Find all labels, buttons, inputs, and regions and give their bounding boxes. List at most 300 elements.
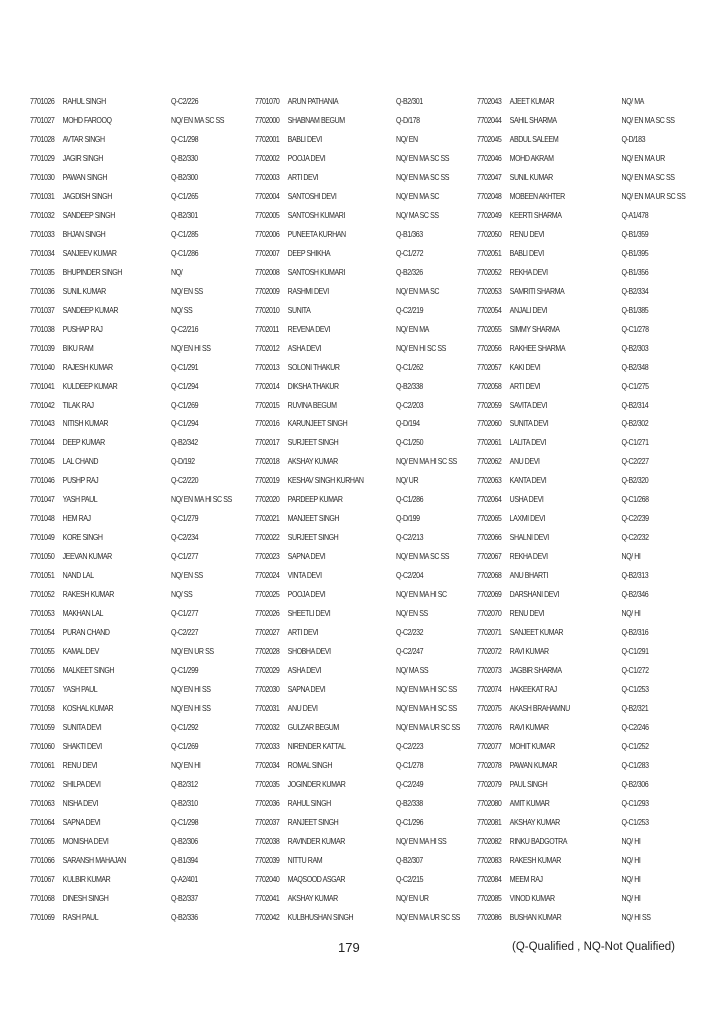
result-status: Q-B2/301 [171,210,198,220]
candidate-name: KESHAV SINGH KURHAN [287,476,364,486]
result-row [477,510,675,529]
candidate-name: DINESH SINGH [62,893,109,903]
result-row [477,586,675,605]
result-row [30,207,228,226]
candidate-name: SAPNA DEVI [287,685,326,695]
candidate-name: RAVI KUMAR [509,722,549,732]
result-status: Q-B2/320 [621,476,649,486]
result-row [255,662,453,681]
candidate-name: PUSHP RAJ [62,476,99,486]
result-row [255,245,453,264]
result-status: Q-C2/216 [171,324,199,334]
candidate-name: DEEP KUMAR [62,438,105,448]
result-row [255,434,453,453]
roll-number: 7702014 [255,381,280,391]
result-status: Q-C1/298 [171,817,199,827]
candidate-name: ASHA DEVI [287,666,321,676]
roll-number: 7701033 [30,229,55,239]
result-row [30,624,228,643]
result-row [477,681,675,700]
result-status: Q-C1/275 [621,381,649,391]
candidate-name: ARTI DEVI [287,172,319,182]
result-row [477,738,675,757]
candidate-name: SAPNA DEVI [62,817,101,827]
result-row [477,207,675,226]
candidate-name: RAKESH KUMAR [509,855,561,865]
result-status: NQ/ HI [621,893,641,903]
result-row [477,226,675,245]
candidate-name: KULDEEP KUMAR [62,381,118,391]
result-status: Q-B1/385 [621,305,649,315]
result-row [30,415,228,434]
result-status: Q-C1/272 [621,666,649,676]
roll-number: 7702058 [477,381,502,391]
candidate-name: SUNIL KUMAR [62,286,106,296]
result-row [30,453,228,472]
result-status: Q-C1/272 [396,248,424,258]
result-status: Q-C1/269 [171,741,199,751]
result-status: NQ/ EN MA SC SS [621,172,675,182]
roll-number: 7701059 [30,722,55,732]
candidate-name: LALITA DEVI [509,438,546,448]
result-status: Q-B1/356 [621,267,649,277]
result-status: Q-B2/302 [621,419,649,429]
result-status: Q-C2/203 [396,400,424,410]
result-status: Q-C1/294 [171,381,199,391]
roll-number: 7702019 [255,476,280,486]
result-row [30,150,228,169]
result-status: NQ/ EN MA HI SC [396,590,447,600]
candidate-name: HAKEEKAT RAJ [509,685,557,695]
candidate-name: RUVINA BEGUM [287,400,337,410]
roll-number: 7702050 [477,229,502,239]
result-row [30,605,228,624]
result-row [30,681,228,700]
results-column-3 [477,93,707,928]
result-row [477,643,675,662]
roll-number: 7702006 [255,229,280,239]
candidate-name: AVTAR SINGH [62,134,105,144]
candidate-name: SANTOSHI DEVI [287,191,337,201]
result-row [255,833,453,852]
roll-number: 7701049 [30,533,55,543]
result-row [477,757,675,776]
roll-number: 7701043 [30,419,55,429]
result-row [255,738,453,757]
roll-number: 7701047 [30,495,55,505]
candidate-name: SHALNI DEVI [509,533,549,543]
roll-number: 7701034 [30,248,55,258]
roll-number: 7702053 [477,286,502,296]
roll-number: 7701065 [30,836,55,846]
result-status: Q-C1/286 [396,495,424,505]
candidate-name: RENU DEVI [509,609,545,619]
result-row [255,378,453,397]
candidate-name: PUSHAP RAJ [62,324,103,334]
roll-number: 7701062 [30,779,55,789]
roll-number: 7702046 [477,153,502,163]
result-status: NQ/ EN UR [396,893,429,903]
roll-number: 7702003 [255,172,280,182]
result-status: NQ/ EN [396,134,418,144]
candidate-name: SANJEEV KUMAR [62,248,117,258]
result-row [30,757,228,776]
candidate-name: SAHIL SHARMA [509,115,557,125]
result-row [30,283,228,302]
candidate-name: RAVI KUMAR [509,647,549,657]
roll-number: 7701054 [30,628,55,638]
result-status: Q-C2/232 [621,533,649,543]
result-row [30,93,228,112]
result-row [30,700,228,719]
roll-number: 7701042 [30,400,55,410]
roll-number: 7702074 [477,685,502,695]
candidate-name: MONISHA DEVI [62,836,109,846]
result-status: NQ/ MA SS [396,666,429,676]
candidate-name: AKSHAY KUMAR [287,893,338,903]
candidate-name: SARANSH MAHAJAN [62,855,126,865]
candidate-name: JEEVAN KUMAR [62,552,112,562]
roll-number: 7702033 [255,741,280,751]
result-row [30,567,228,586]
result-status: NQ/ MA [621,97,644,106]
roll-number: 7702065 [477,514,502,524]
result-row [255,719,460,738]
result-status: Q-C1/299 [171,666,199,676]
roll-number: 7702021 [255,514,280,524]
candidate-name: KAMAL DEV [62,647,99,657]
roll-number: 7701029 [30,153,55,163]
candidate-name: MOHIT KUMAR [509,741,555,751]
roll-number: 7702036 [255,798,280,808]
result-row [255,529,453,548]
roll-number: 7702016 [255,419,280,429]
result-status: Q-C2/213 [396,533,424,543]
candidate-name: ARTI DEVI [509,381,541,391]
result-row [477,491,675,510]
result-status: Q-C2/234 [171,533,199,543]
candidate-name: PARDEEP KUMAR [287,495,343,505]
candidate-name: SURJEET SINGH [287,533,339,543]
roll-number: 7701060 [30,741,55,751]
result-row [30,245,228,264]
candidate-name: DARSHANI DEVI [509,590,559,600]
result-status: Q-C1/265 [171,191,199,201]
result-status: NQ/ [171,267,183,277]
result-row [255,567,453,586]
result-row [255,169,453,188]
result-status: NQ/ EN MA HI SC SS [396,457,457,467]
result-row [477,397,675,416]
candidate-name: SUNITA DEVI [509,419,549,429]
result-status: Q-B1/363 [396,229,423,239]
result-status: Q-A2/401 [171,874,198,884]
roll-number: 7702072 [477,647,502,657]
result-status: Q-C2/227 [171,628,199,638]
roll-number: 7702054 [477,305,502,315]
roll-number: 7702082 [477,836,502,846]
result-row [477,93,675,112]
result-row [255,491,453,510]
roll-number: 7701037 [30,305,55,315]
candidate-name: SIMMY SHARMA [509,324,560,334]
result-row [477,852,675,871]
roll-number: 7702073 [477,666,502,676]
candidate-name: GULZAR BEGUM [287,722,339,732]
candidate-name: KULBHUSHAN SINGH [287,912,354,922]
roll-number: 7702013 [255,362,280,372]
candidate-name: MANJEET SINGH [287,514,340,524]
result-status: Q-C1/268 [621,495,649,505]
result-status: NQ/ EN HI SS [171,343,211,353]
candidate-name: VINOD KUMAR [509,893,555,903]
result-status: Q-C2/220 [171,476,199,486]
candidate-name: MAQSOOD ASGAR [287,874,346,884]
roll-number: 7702040 [255,874,280,884]
candidate-name: NISHA DEVI [62,798,98,808]
candidate-name: ROMAL SINGH [287,760,332,770]
result-status: Q-B2/314 [621,400,649,410]
result-status: NQ/ EN MA SC [396,286,440,296]
roll-number: 7702055 [477,324,502,334]
roll-number: 7702057 [477,362,502,372]
result-row [477,814,675,833]
result-row [30,340,228,359]
roll-number: 7702035 [255,779,280,789]
result-row [255,776,453,795]
candidate-name: NIRENDER KATTAL [287,741,346,751]
candidate-name: RENU DEVI [62,760,98,770]
result-row [477,378,675,397]
roll-number: 7702048 [477,191,502,201]
result-status: Q-B2/334 [621,286,649,296]
roll-number: 7701045 [30,457,55,467]
result-status: Q-C1/298 [171,134,199,144]
result-status: Q-D/194 [396,419,420,429]
result-status: Q-B2/306 [171,836,198,846]
result-row [255,681,457,700]
roll-number: 7701056 [30,666,55,676]
result-row [477,662,675,681]
result-row [477,472,675,491]
candidate-name: SAMRITI SHARMA [509,286,565,296]
result-status: NQ/ SS [171,305,193,315]
roll-number: 7702011 [255,324,279,334]
candidate-name: SANJEET KUMAR [509,628,564,638]
roll-number: 7702042 [255,912,280,922]
candidate-name: MOHD FAROOQ [62,115,112,125]
candidate-name: DEEP SHIKHA [287,248,331,258]
result-status: Q-C1/285 [171,229,199,239]
result-status: Q-C1/294 [171,419,199,429]
result-row [255,207,453,226]
roll-number: 7702084 [477,874,502,884]
candidate-name: POOJA DEVI [287,153,326,163]
candidate-name: SUNITA [287,305,311,315]
candidate-name: ANU BHARTI [509,571,548,581]
roll-number: 7702022 [255,533,280,543]
roll-number: 7702028 [255,647,280,657]
result-status: NQ/ EN MA SC SS [171,115,225,125]
candidate-name: REVENA DEVI [287,324,330,334]
result-row [477,321,675,340]
result-row [255,624,453,643]
result-status: Q-C2/239 [621,514,649,524]
roll-number: 7702010 [255,305,280,315]
candidate-name: SANDEEP SINGH [62,210,115,220]
result-status: Q-B2/303 [621,343,649,353]
roll-number: 7702009 [255,286,280,296]
roll-number: 7702078 [477,760,502,770]
result-row [30,264,228,283]
result-row [30,188,228,207]
candidate-name: BIKU RAM [62,343,94,353]
candidate-name: PAWAN SINGH [62,172,107,182]
roll-number: 7702080 [477,798,502,808]
result-row [477,169,675,188]
result-row [255,700,457,719]
result-row [255,226,453,245]
roll-number: 7702037 [255,817,280,827]
roll-number: 7702000 [255,115,280,125]
result-status: NQ/ EN MA HI SC SS [396,685,457,695]
result-status: Q-B2/326 [396,267,423,277]
result-row [255,909,460,928]
candidate-name: KEERTI SHARMA [509,210,562,220]
candidate-name: RASH PAUL [62,912,99,922]
candidate-name: SANDEEP KUMAR [62,305,119,315]
result-status: Q-C1/292 [171,722,199,732]
result-status: NQ/ EN MA HI SC SS [171,495,232,505]
roll-number: 7701057 [30,685,55,695]
result-row [30,643,228,662]
roll-number: 7701053 [30,609,55,619]
candidate-name: MEEM RAJ [509,874,543,884]
result-status: Q-B2/307 [396,855,423,865]
roll-number: 7702064 [477,495,502,505]
result-row [255,605,453,624]
page-number: 179 [338,940,360,955]
result-row [255,890,453,909]
result-status: Q-B1/359 [621,229,649,239]
candidate-name: BUSHAN KUMAR [509,912,562,922]
roll-number: 7701027 [30,115,55,125]
result-row [255,795,453,814]
candidate-name: BABLI DEVI [509,248,544,258]
result-row [255,472,453,491]
result-status: NQ/ HI [621,874,641,884]
result-row [30,491,232,510]
candidate-name: MOBEEN AKHTER [509,191,565,201]
result-status: Q-C2/249 [396,779,424,789]
result-status: Q-B2/321 [621,704,649,713]
roll-number: 7701030 [30,172,55,182]
result-status: Q-B2/336 [171,912,198,922]
candidate-name: AKASH BRAHAMNU [509,704,570,713]
candidate-name: AKSHAY KUMAR [509,817,560,827]
roll-number: 7702068 [477,571,502,581]
candidate-name: DIKSHA THAKUR [287,381,339,391]
candidate-name: RAHUL SINGH [287,798,331,808]
result-status: Q-C1/291 [171,362,199,372]
result-row [30,529,228,548]
roll-number: 7702045 [477,134,502,144]
candidate-name: RENU DEVI [509,229,545,239]
result-row [30,131,228,150]
result-row [30,814,228,833]
roll-number: 7701069 [30,912,55,922]
roll-number: 7701064 [30,817,55,827]
roll-number: 7702052 [477,267,502,277]
candidate-name: LAXMI DEVI [509,514,545,524]
result-row [477,340,675,359]
result-row [477,453,675,472]
result-row [255,643,453,662]
roll-number: 7702063 [477,476,502,486]
roll-number: 7701048 [30,514,55,524]
result-row [477,719,675,738]
roll-number: 7702027 [255,628,280,638]
candidate-name: REKHA DEVI [509,552,548,562]
roll-number: 7701028 [30,134,55,144]
roll-number: 7702077 [477,741,502,751]
roll-number: 7702066 [477,533,502,543]
roll-number: 7702002 [255,153,280,163]
candidate-name: ABDUL SALEEM [509,134,559,144]
candidate-name: SANTOSH KUMARI [287,267,345,277]
candidate-name: RAVINDER KUMAR [287,836,345,846]
roll-number: 7702034 [255,760,280,770]
result-row [255,548,453,567]
result-status: Q-D/183 [621,134,646,144]
candidate-name: BHUPINDER SINGH [62,267,122,277]
result-status: NQ/ EN HI SS [171,704,211,713]
roll-number: 7702083 [477,855,502,865]
result-status: Q-C1/278 [396,760,424,770]
roll-number: 7702020 [255,495,280,505]
candidate-name: VINTA DEVI [287,571,322,581]
result-row [477,871,675,890]
result-row [477,795,675,814]
candidate-name: JAGBIR SHARMA [509,666,562,676]
result-status: NQ/ EN MA [396,324,429,334]
candidate-name: AMIT KUMAR [509,798,550,808]
result-row [255,283,453,302]
result-row [477,434,675,453]
result-row [255,871,453,890]
result-status: NQ/ EN MA SC SS [396,153,450,163]
result-status: Q-C2/223 [396,741,424,751]
roll-number: 7702041 [255,893,280,903]
result-row [255,264,453,283]
result-status: NQ/ EN MA HI SS [396,836,447,846]
candidate-name: YASH PAUL [62,495,98,505]
roll-number: 7702017 [255,438,280,448]
result-row [477,833,675,852]
candidate-name: RAJESH KUMAR [62,362,113,372]
roll-number: 7701039 [30,343,55,353]
candidate-name: SURJEET SINGH [287,438,339,448]
roll-number: 7702081 [477,817,502,827]
result-status: NQ/ SS [171,590,193,600]
roll-number: 7702023 [255,552,280,562]
result-status: NQ/ EN MA UR SC SS [621,191,686,201]
result-status: Q-C2/227 [621,457,649,467]
roll-number: 7701067 [30,874,55,884]
candidate-name: KORE SINGH [62,533,103,543]
roll-number: 7702043 [477,97,502,106]
result-row [30,321,228,340]
